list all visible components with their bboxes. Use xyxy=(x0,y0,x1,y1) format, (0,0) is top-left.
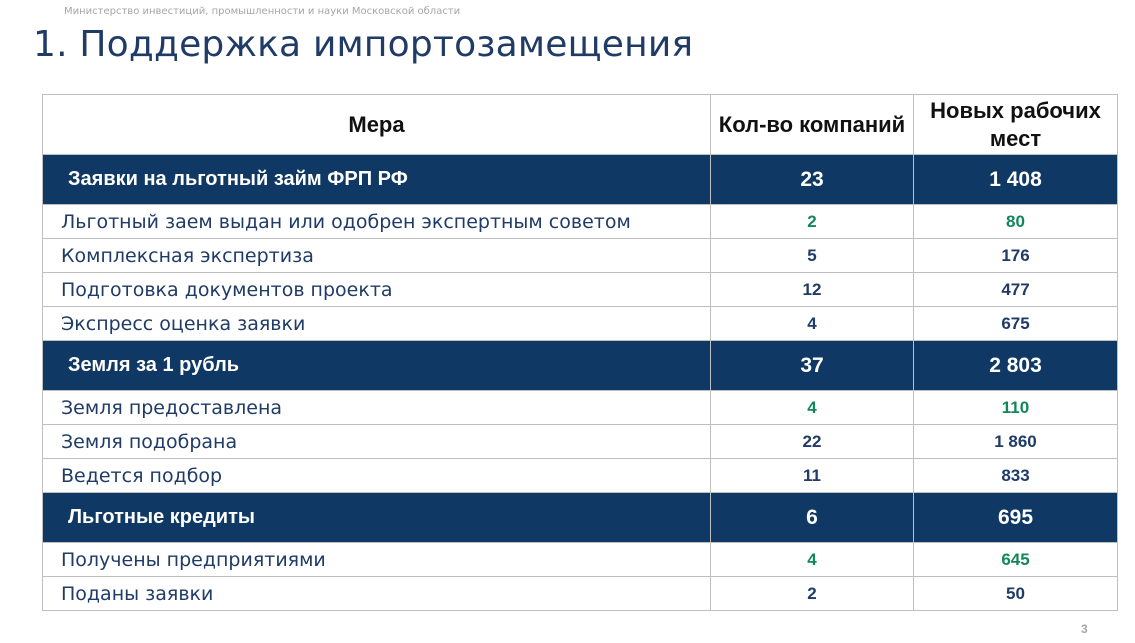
row-label: Льготный заем выдан или одобрен экспертным советом xyxy=(43,205,711,239)
table-row xyxy=(43,459,1118,493)
support-table xyxy=(42,94,1118,611)
section-companies: 23 xyxy=(711,155,914,205)
header-jobs: Новых рабочих мест xyxy=(914,95,1118,155)
row-companies: 12 xyxy=(711,273,914,307)
row-label: Получены предприятиями xyxy=(43,543,711,577)
row-companies: 11 xyxy=(711,459,914,493)
row-jobs: 80 xyxy=(914,205,1118,239)
table-row xyxy=(43,239,1118,273)
table-row xyxy=(43,205,1118,239)
row-companies: 4 xyxy=(711,391,914,425)
row-label: Подготовка документов проекта xyxy=(43,273,711,307)
header-companies: Кол-во компаний xyxy=(711,95,914,155)
section-jobs: 2 803 xyxy=(914,341,1118,391)
page-number: 3 xyxy=(1081,622,1088,636)
row-jobs: 833 xyxy=(914,459,1118,493)
table-row xyxy=(43,307,1118,341)
header-measure: Мера xyxy=(43,95,711,155)
table-row xyxy=(43,577,1118,611)
row-label: Земля подобрана xyxy=(43,425,711,459)
section-label: Заявки на льготный займ ФРП РФ xyxy=(43,155,711,205)
slide-title: 1. Поддержка импортозамещения xyxy=(33,24,694,65)
row-label: Ведется подбор xyxy=(43,459,711,493)
section-row xyxy=(43,155,1118,205)
row-companies: 4 xyxy=(711,543,914,577)
section-label: Земля за 1 рубль xyxy=(43,341,711,391)
row-companies: 5 xyxy=(711,239,914,273)
table-row xyxy=(43,425,1118,459)
row-companies: 2 xyxy=(711,205,914,239)
section-row xyxy=(43,493,1118,543)
row-label: Комплексная экспертиза xyxy=(43,239,711,273)
table-row xyxy=(43,391,1118,425)
row-label: Экспресс оценка заявки xyxy=(43,307,711,341)
section-label: Льготные кредиты xyxy=(43,493,711,543)
ministry-caption: Министерство инвестиций, промышленности и науки Московской области xyxy=(64,6,461,17)
section-companies: 6 xyxy=(711,493,914,543)
section-row xyxy=(43,341,1118,391)
row-jobs: 675 xyxy=(914,307,1118,341)
section-jobs: 1 408 xyxy=(914,155,1118,205)
row-jobs: 1 860 xyxy=(914,425,1118,459)
table-row xyxy=(43,273,1118,307)
row-companies: 22 xyxy=(711,425,914,459)
table-row xyxy=(43,543,1118,577)
row-jobs: 176 xyxy=(914,239,1118,273)
row-label: Земля предоставлена xyxy=(43,391,711,425)
row-companies: 4 xyxy=(711,307,914,341)
row-jobs: 477 xyxy=(914,273,1118,307)
row-label: Поданы заявки xyxy=(43,577,711,611)
row-companies: 2 xyxy=(711,577,914,611)
section-jobs: 695 xyxy=(914,493,1118,543)
row-jobs: 50 xyxy=(914,577,1118,611)
section-companies: 37 xyxy=(711,341,914,391)
row-jobs: 645 xyxy=(914,543,1118,577)
table-header-row xyxy=(43,95,1118,155)
row-jobs: 110 xyxy=(914,391,1118,425)
